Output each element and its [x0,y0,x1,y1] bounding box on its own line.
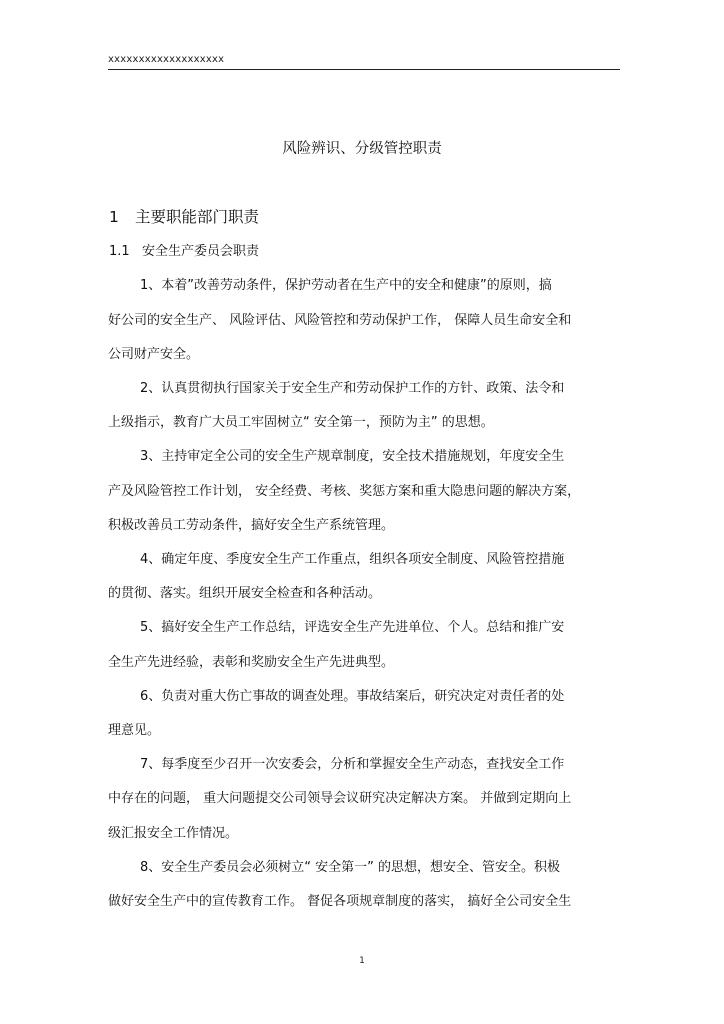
section-heading [109,205,259,227]
subsection-heading [109,240,259,259]
header-divider [108,69,620,70]
section-number: 1 [109,208,119,226]
body-line: 产及风险管控工作计划， 安全经费、考核、奖惩方案和重大隐患问题的解决方案， [108,484,581,499]
body-line: 级汇报安全工作情况。 [108,826,239,841]
body-line: 中存在的问题， 重大问题提交公司领导会议研究决定解决方案。 并做到定期向上 [108,791,572,806]
body-line: 5、搞好安全生产工作总结，评选安全生产先进单位、个人。总结和推广安 [140,620,565,635]
body-line: 8、安全生产委员会必须树立“ 安全第一” 的思想，想安全、管安全。积极 [140,860,561,875]
body-line: 做好安全生产中的宣传教育工作。 督促各项规章制度的落实， 搞好全公司安全生 [108,894,572,909]
body-line: 积极改善员工劳动条件，搞好安全生产系统管理。 [108,518,395,533]
subsection-number: 1.1 [109,244,130,259]
body-line: 公司财产安全。 [108,347,200,362]
body-line: 6、负责对重大伤亡事故的调查处理。事故结案后，研究决定对责任者的处 [140,689,565,704]
body-line: 好公司的安全生产、 风险评估、风险管控和劳动保护工作， 保障人员生命安全和 [108,313,572,328]
body-line: 1、本着”改善劳动条件，保护劳动者在生产中的安全和健康”的原则，搞 [140,278,552,293]
body-line: 的贯彻、落实。组织开展安全检查和各种活动。 [108,586,382,601]
subsection-title: 安全生产委员会职责 [142,244,260,259]
body-line: 2、认真贯彻执行国家关于安全生产和劳动保护工作的方针、政策、法令和 [140,381,565,396]
page-number: 1 [359,956,365,966]
document-title: 风险辨识、分级管控职责 [282,141,442,157]
section-title: 主要职能部门职责 [135,208,260,226]
body-line: 上级指示，教育广大员工牢固树立“ 安全第一，预防为主” 的思想。 [108,415,494,430]
body-line: 全生产先进经验，表彰和奖励安全生产先进典型。 [108,655,395,670]
body-line: 3、主持审定全公司的安全生产规章制度，安全技术措施规划，年度安全生 [140,449,565,464]
body-line: 理意见。 [108,723,161,738]
running-header: xxxxxxxxxxxxxxxxxxx [108,54,225,65]
body-line: 4、确定年度、季度安全生产工作重点，组织各项安全制度、风险管控措施 [140,552,565,567]
body-line: 7、每季度至少召开一次安委会，分析和掌握安全生产动态，查找安全工作 [140,757,565,772]
